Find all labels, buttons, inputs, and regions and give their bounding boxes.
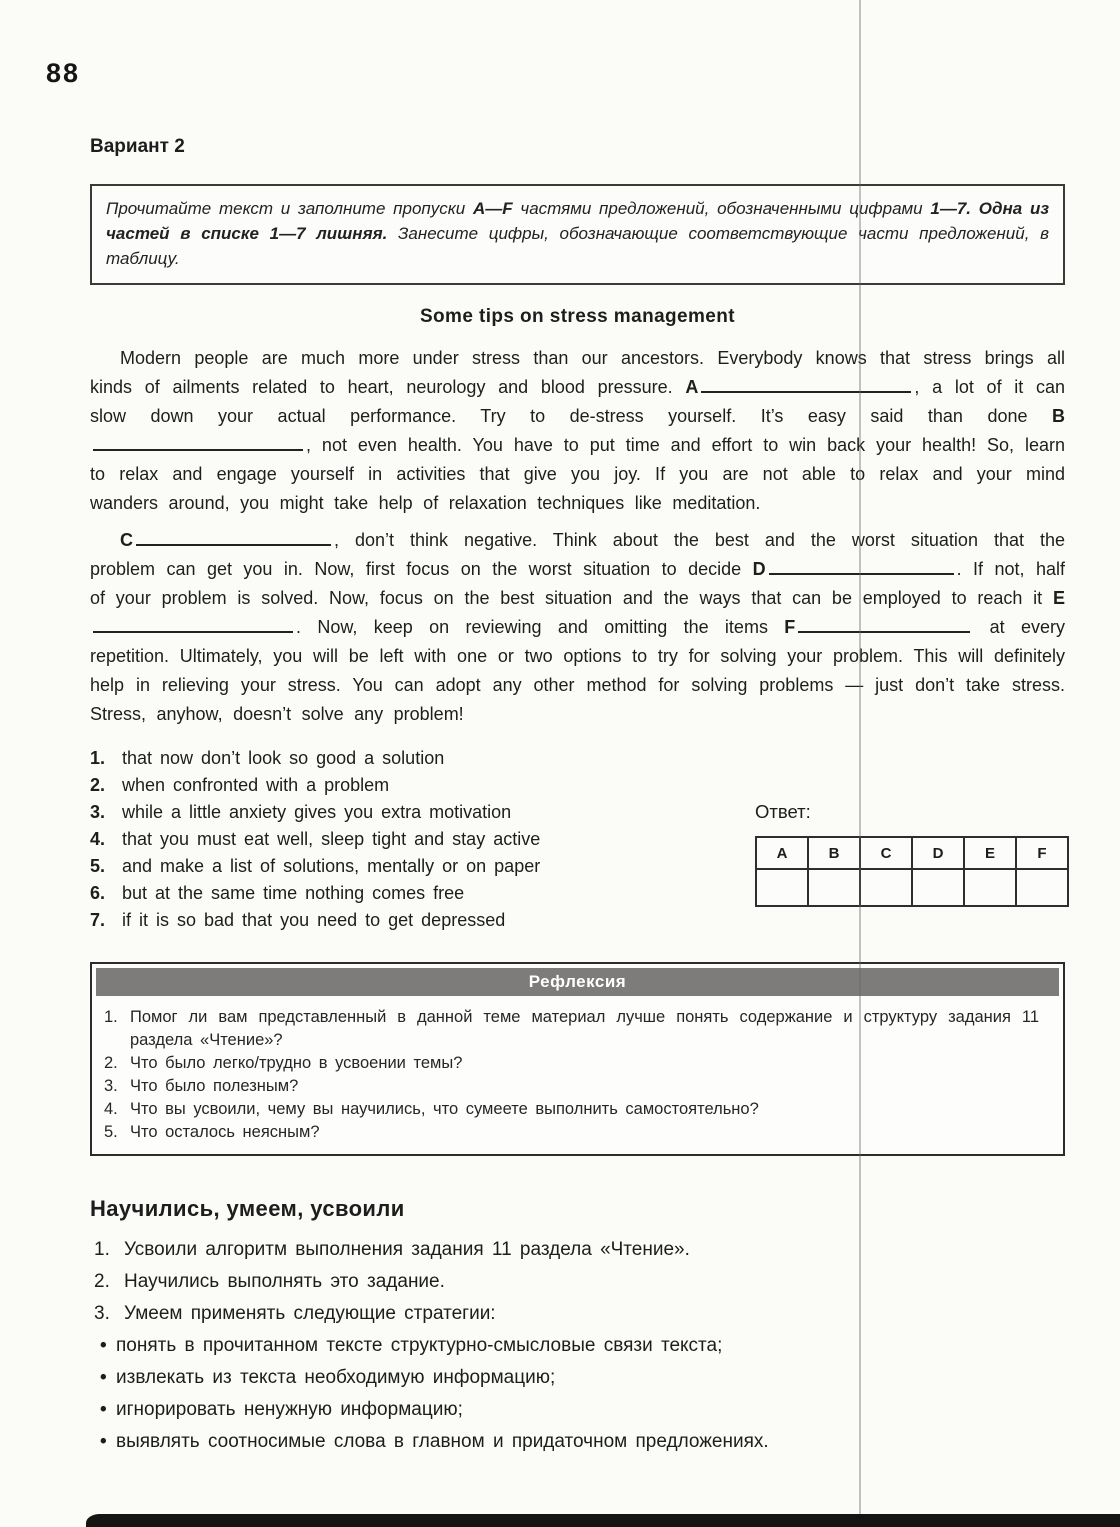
gap-blank-c — [136, 533, 331, 546]
answer-empty-cell-a — [756, 869, 808, 906]
summary-bullet-text: игнорировать ненужную информацию; — [116, 1399, 463, 1420]
paragraph-1 — [90, 344, 1065, 518]
answer-empty-cell-e — [964, 869, 1016, 906]
reflection-item-number: 1. — [104, 1008, 118, 1026]
bullet-icon: • — [100, 1335, 107, 1356]
text-segment: Занесите цифры, обозначающие соответствующие части предложений, в таблицу. — [106, 224, 1049, 268]
answer-label: Ответ: — [755, 801, 811, 822]
option-text: and make a list of solutions, mentally or on paper — [122, 856, 541, 876]
text-segment: . Now, keep on reviewing and omitting the items — [296, 617, 785, 637]
summary-item-number: 1. — [94, 1239, 110, 1260]
option-item-6 — [90, 880, 730, 907]
reflection-item-5 — [104, 1121, 1039, 1144]
reflection-item-text: Что вы усвоили, чему вы научились, что сумеете выполнить самостоятельно? — [130, 1100, 759, 1118]
reflection-item-2 — [104, 1052, 1039, 1075]
answer-header-row — [756, 837, 1068, 869]
summary-item-text: Научились выполнять это задание. — [124, 1271, 445, 1292]
reflection-item-text: Что было полезным? — [130, 1077, 299, 1095]
reflection-item-3 — [104, 1075, 1039, 1098]
reflection-box — [90, 962, 1065, 1156]
summary-bullet-4 — [90, 1426, 1065, 1458]
bullet-icon: • — [100, 1431, 107, 1452]
gap-label-e: E — [1052, 588, 1065, 608]
reflection-item-4 — [104, 1098, 1039, 1121]
summary-item-number: 2. — [94, 1271, 110, 1292]
page-number: 88 — [46, 58, 81, 88]
summary-bullet-3 — [90, 1394, 1065, 1426]
answer-empty-cell-c — [860, 869, 912, 906]
reflection-item-number: 5. — [104, 1123, 118, 1141]
summary-heading: Научились, умеем, усвоили — [90, 1196, 405, 1221]
option-text: that now don’t look so good a solution — [122, 748, 445, 768]
gap-label-b: B — [1052, 406, 1065, 426]
summary-item-3 — [90, 1298, 1065, 1330]
text-segment: at every repetition. Ultimately, you will be left with one or two options to try for solving your problem. This will definitely help in relieving your stress. You can adopt any other method for solving problems — just don’t take stress. Stress, anyhow, doesn’t solve any problem! — [90, 617, 1065, 724]
reflection-item-number: 2. — [104, 1054, 118, 1072]
reflection-header: Рефлексия — [96, 968, 1059, 996]
option-text: while a little anxiety gives you extra motivation — [122, 802, 512, 822]
answer-table — [755, 836, 1069, 907]
option-number: 7. — [90, 910, 106, 930]
gap-label-a: A — [685, 377, 699, 397]
text-segment: , don’t think negative. Think about the best and the worst situation that the problem can get you in. Now, first focus on the worst situation to decide — [90, 530, 1065, 579]
summary-bullet-1 — [90, 1330, 1065, 1362]
gap-blank-d — [769, 562, 954, 575]
summary-bullet-text: извлекать из текста необходимую информацию; — [116, 1367, 556, 1388]
gap-label-f: F — [784, 617, 796, 637]
scan-bottom-shadow — [86, 1514, 1120, 1527]
option-number: 6. — [90, 883, 106, 903]
answer-empty-cell-f — [1016, 869, 1068, 906]
option-text: if it is so bad that you need to get depressed — [122, 910, 506, 930]
gap-label-d: D — [752, 559, 766, 579]
option-item-2 — [90, 772, 730, 799]
gap-label-c: C — [120, 530, 133, 550]
answer-input-row — [756, 869, 1068, 906]
option-number: 2. — [90, 775, 106, 795]
option-item-3 — [90, 799, 730, 826]
summary-bullet-text: выявлять соотносимые слова в главном и придаточном предложениях. — [116, 1431, 769, 1452]
paragraph-2 — [90, 526, 1065, 729]
summary-bullet-2 — [90, 1362, 1065, 1394]
text-segment-bold: 1—7. — [930, 199, 979, 218]
option-text: when confronted with a problem — [122, 775, 390, 795]
bullet-icon: • — [100, 1399, 107, 1420]
bullet-icon: • — [100, 1367, 107, 1388]
answer-block — [755, 801, 1069, 907]
answer-header-cell-a: A — [756, 837, 808, 869]
reflection-item-text: Что было легко/трудно в усвоении темы? — [130, 1054, 463, 1072]
gap-blank-b — [93, 438, 303, 451]
answer-empty-cell-d — [912, 869, 964, 906]
option-item-5 — [90, 853, 730, 880]
answer-header-cell-d: D — [912, 837, 964, 869]
options-and-answer-section — [90, 745, 1065, 934]
answer-header-cell-f: F — [1016, 837, 1068, 869]
text-segment: , a lot of it can slow down your actual performance. Try to de-stress yourself. It’s easy said than done — [90, 377, 1066, 426]
answer-header-cell-c: C — [860, 837, 912, 869]
option-number: 1. — [90, 748, 106, 768]
gap-blank-a — [701, 380, 911, 393]
text-segment-bold: Одна из частей в списке 1—7 лишняя. — [106, 199, 1049, 243]
text-segment: . If not, half of your problem is solved. Now, focus on the best situation and the ways that can be employed to reach it — [90, 559, 1065, 608]
option-text: that you must eat well, sleep tight and stay active — [122, 829, 541, 849]
summary-list — [90, 1234, 1065, 1458]
reflection-item-number: 3. — [104, 1077, 118, 1095]
option-text: but at the same time nothing comes free — [122, 883, 465, 903]
summary-item-2 — [90, 1266, 1065, 1298]
options-list — [90, 745, 730, 934]
option-number: 4. — [90, 829, 106, 849]
answer-header-cell-e: E — [964, 837, 1016, 869]
summary-item-text: Усвоили алгоритм выполнения задания 11 раздела «Чтение». — [124, 1239, 690, 1260]
text-segment: Прочитайте текст и заполните пропуски — [106, 199, 473, 218]
reflection-item-text: Помог ли вам представленный в данной теме материал лучше понять содержание и структуру задания 11 раздела «Чтение»? — [130, 1008, 1039, 1049]
option-item-4 — [90, 826, 730, 853]
reflection-item-text: Что осталось неясным? — [130, 1123, 320, 1141]
option-number: 3. — [90, 802, 106, 822]
text-segment: , not even health. You have to put time and effort to win back your health! So, learn to relax and engage yourself in activities that give you joy. If you are not able to relax and your mind wanders around, you might take help of relaxation techniques like meditation. — [90, 435, 1065, 513]
answer-header-cell-b: B — [808, 837, 860, 869]
instruction-box — [90, 184, 1065, 285]
summary-bullet-text: понять в прочитанном тексте структурно-смысловые связи текста; — [116, 1335, 723, 1356]
instruction-text — [106, 196, 1049, 271]
text-segment-bold: A—F — [473, 199, 513, 218]
option-item-1 — [90, 745, 730, 772]
answer-empty-cell-b — [808, 869, 860, 906]
summary-item-1 — [90, 1234, 1065, 1266]
gap-blank-f — [798, 620, 970, 633]
gap-blank-e — [93, 620, 293, 633]
reflection-item-number: 4. — [104, 1100, 118, 1118]
text-segment: Modern people are much more under stress than our ancestors. Everybody knows that stress brings all kinds of ailments related to heart, neurology and blood pressure. — [90, 348, 1065, 397]
summary-item-text: Умеем применять следующие стратегии: — [124, 1303, 496, 1324]
option-item-7 — [90, 907, 730, 934]
reflection-body — [92, 1000, 1063, 1154]
article-title: Some tips on stress management — [419, 306, 736, 327]
reflection-item-1 — [104, 1006, 1039, 1052]
text-segment: частями предложений, обозначенными цифрами — [512, 199, 931, 218]
option-number: 5. — [90, 856, 106, 876]
variant-heading: Вариант 2 — [90, 136, 185, 157]
summary-item-number: 3. — [94, 1303, 110, 1324]
